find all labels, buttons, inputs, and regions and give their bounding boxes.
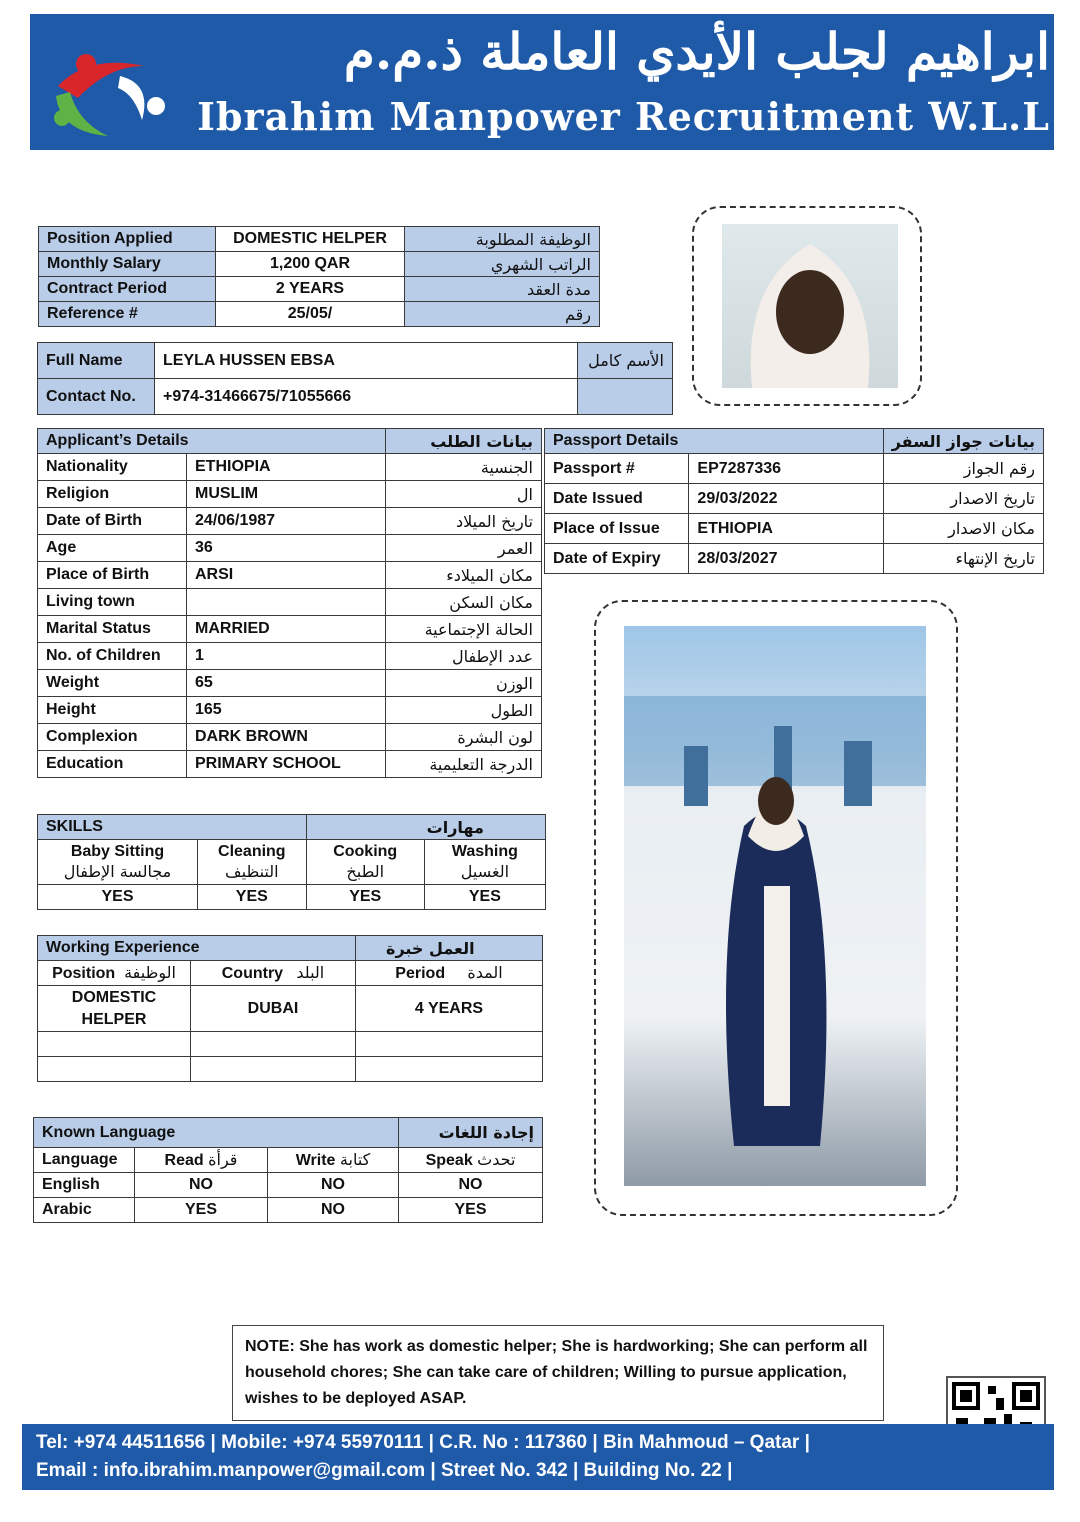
applicant-field-label-ar: الطول bbox=[386, 697, 542, 724]
applicant-field-label-ar: مكان السكن bbox=[386, 589, 542, 616]
language-title: Known Language bbox=[34, 1118, 399, 1148]
skill-value: YES bbox=[424, 885, 545, 910]
applicant-field-label-ar: الدرجة التعليمية bbox=[386, 751, 542, 778]
position-row bbox=[39, 252, 600, 277]
passport-field-label-ar: رقم الجواز bbox=[883, 454, 1043, 484]
applicant-full-photo bbox=[624, 626, 926, 1186]
position-label-ar: رقم bbox=[405, 302, 600, 327]
applicant-field-label: Height bbox=[38, 697, 187, 724]
language-name: Arabic bbox=[34, 1198, 135, 1223]
passport-details-title: Passport Details bbox=[545, 429, 884, 454]
lang-col-language: Language bbox=[34, 1148, 135, 1173]
full-name-value: LEYLA HUSSEN EBSA bbox=[155, 343, 578, 379]
applicant-field-label: Date of Birth bbox=[38, 508, 187, 535]
applicant-field-value: MARRIED bbox=[187, 616, 386, 643]
applicant-field-label: No. of Children bbox=[38, 643, 187, 670]
applicant-field-label: Education bbox=[38, 751, 187, 778]
language-row bbox=[34, 1198, 543, 1223]
passport-details-table bbox=[544, 428, 1044, 574]
contact-value: +974-31466675/71055666 bbox=[155, 379, 578, 415]
position-row bbox=[39, 277, 600, 302]
skill-name: Baby Sitting bbox=[70, 843, 165, 860]
language-read: YES bbox=[135, 1198, 268, 1223]
position-value: 2 YEARS bbox=[216, 277, 405, 302]
skill-header bbox=[197, 840, 306, 885]
language-write: NO bbox=[268, 1198, 399, 1223]
applicant-row bbox=[38, 643, 542, 670]
passport-field-label-ar: مكان الاصدار bbox=[883, 514, 1043, 544]
skill-header bbox=[38, 840, 198, 885]
position-label: Position Applied bbox=[39, 227, 216, 252]
applicant-row bbox=[38, 562, 542, 589]
applicant-field-value: 165 bbox=[187, 697, 386, 724]
contact-label: Contact No. bbox=[38, 379, 155, 415]
applicant-row bbox=[38, 724, 542, 751]
footer-line-1: Tel: +974 44511656 | Mobile: +974 55970111 | C.R. No : 117360 | Bin Mahmoud – Qatar | bbox=[36, 1432, 810, 1453]
passport-details-title-ar: بيانات جواز السفر bbox=[883, 429, 1043, 454]
applicant-field-label-ar: تاريخ الميلاد bbox=[386, 508, 542, 535]
position-label: Monthly Salary bbox=[39, 252, 216, 277]
position-table bbox=[38, 226, 600, 327]
applicant-field-value: 1 bbox=[187, 643, 386, 670]
applicant-field-value: 65 bbox=[187, 670, 386, 697]
applicant-field-label-ar: مكان الميلادء bbox=[386, 562, 542, 589]
passport-field-label-ar: تاريخ الإنتهاء bbox=[883, 544, 1043, 574]
lang-col-speak: Speak تحدث bbox=[399, 1148, 543, 1173]
identity-table bbox=[37, 342, 673, 415]
applicant-details-title: Applicant’s Details bbox=[38, 429, 386, 454]
passport-row bbox=[545, 544, 1044, 574]
experience-title: Working Experience bbox=[38, 936, 356, 961]
applicant-row bbox=[38, 535, 542, 562]
exp-country: DUBAI bbox=[191, 986, 356, 1032]
skill-value: YES bbox=[197, 885, 306, 910]
applicant-field-value: ETHIOPIA bbox=[187, 454, 386, 481]
company-logo bbox=[48, 36, 170, 144]
lang-col-write: Write كتابة bbox=[268, 1148, 399, 1173]
company-name-arabic: ابراهيم لجلب الأيدي العاملة ذ.م.م bbox=[343, 22, 1050, 81]
position-label: Contract Period bbox=[39, 277, 216, 302]
passport-row bbox=[545, 484, 1044, 514]
applicant-details-table bbox=[37, 428, 542, 778]
passport-field-value: ETHIOPIA bbox=[689, 514, 883, 544]
applicant-field-value: ARSI bbox=[187, 562, 386, 589]
full-name-label-ar: الأسم كامل bbox=[578, 343, 673, 379]
applicant-field-label: Age bbox=[38, 535, 187, 562]
applicant-row bbox=[38, 589, 542, 616]
skill-value: YES bbox=[306, 885, 424, 910]
experience-title-ar: العمل خبرة bbox=[356, 936, 543, 961]
applicant-row bbox=[38, 481, 542, 508]
skill-name: Washing bbox=[451, 843, 518, 860]
position-label-ar: الراتب الشهري bbox=[405, 252, 600, 277]
applicant-field-value: 24/06/1987 bbox=[187, 508, 386, 535]
applicant-details-title-ar: بيانات الطلب bbox=[386, 429, 542, 454]
applicant-field-label-ar: الوزن bbox=[386, 670, 542, 697]
passport-row bbox=[545, 514, 1044, 544]
svg-text:IMR: IMR bbox=[80, 89, 123, 113]
skill-name-ar: الطبخ bbox=[346, 862, 385, 881]
applicant-field-label-ar: العمر bbox=[386, 535, 542, 562]
passport-field-value: 29/03/2022 bbox=[689, 484, 883, 514]
position-value: 1,200 QAR bbox=[216, 252, 405, 277]
applicant-note: NOTE: She has work as domestic helper; She is hardworking; She can perform all household chores; She can take care of children; Willing to pursue application, wishes to be deployed ASAP. bbox=[232, 1325, 884, 1421]
exp-col-period: Period المدة bbox=[356, 961, 543, 986]
applicant-field-label: Religion bbox=[38, 481, 187, 508]
applicant-field-label-ar: عدد الإطفال bbox=[386, 643, 542, 670]
company-name-english: Ibrahim Manpower Recruitment W.L.L bbox=[197, 94, 1050, 139]
language-table bbox=[33, 1117, 543, 1223]
applicant-row bbox=[38, 508, 542, 535]
photo-frame bbox=[692, 206, 922, 406]
applicant-field-label: Nationality bbox=[38, 454, 187, 481]
exp-period: 4 YEARS bbox=[356, 986, 543, 1032]
applicant-field-label-ar: لون البشرة bbox=[386, 724, 542, 751]
language-row bbox=[34, 1173, 543, 1198]
language-speak: NO bbox=[399, 1173, 543, 1198]
applicant-portrait bbox=[722, 224, 898, 388]
applicant-field-label: Place of Birth bbox=[38, 562, 187, 589]
exp-position: DOMESTIC HELPER bbox=[38, 986, 191, 1032]
lang-col-read: Read قرأة bbox=[135, 1148, 268, 1173]
applicant-field-value: 36 bbox=[187, 535, 386, 562]
passport-field-value: EP7287336 bbox=[689, 454, 883, 484]
passport-field-label-ar: تاريخ الاصدار bbox=[883, 484, 1043, 514]
full-name-label: Full Name bbox=[38, 343, 155, 379]
position-row bbox=[39, 227, 600, 252]
applicant-field-label-ar: الحالة الإجتماعية bbox=[386, 616, 542, 643]
applicant-row bbox=[38, 454, 542, 481]
language-write: NO bbox=[268, 1173, 399, 1198]
position-label-ar: الوظيفة المطلوبة bbox=[405, 227, 600, 252]
skill-name-ar: التنظيف bbox=[225, 862, 279, 881]
passport-field-label: Place of Issue bbox=[545, 514, 689, 544]
experience-table bbox=[37, 935, 543, 1082]
skill-value: YES bbox=[38, 885, 198, 910]
applicant-field-value: DARK BROWN bbox=[187, 724, 386, 751]
position-label-ar: مدة العقد bbox=[405, 277, 600, 302]
skills-title: SKILLS bbox=[38, 815, 307, 840]
passport-field-label: Date Issued bbox=[545, 484, 689, 514]
full-photo-frame bbox=[594, 600, 958, 1216]
exp-col-position: Position الوظيفة bbox=[38, 961, 191, 986]
applicant-row bbox=[38, 697, 542, 724]
applicant-row bbox=[38, 616, 542, 643]
skill-name-ar: الغسيل bbox=[460, 862, 510, 881]
passport-row bbox=[545, 454, 1044, 484]
position-value: 25/05/ bbox=[216, 302, 405, 327]
applicant-field-label-ar: ال bbox=[386, 481, 542, 508]
applicant-row bbox=[38, 670, 542, 697]
skill-name: Cleaning bbox=[218, 843, 286, 860]
letterhead-banner bbox=[30, 14, 1054, 150]
applicant-field-label: Living town bbox=[38, 589, 187, 616]
skill-name: Cooking bbox=[333, 843, 398, 860]
applicant-field-value: MUSLIM bbox=[187, 481, 386, 508]
position-label: Reference # bbox=[39, 302, 216, 327]
skill-name-ar: مجالسة الإطفال bbox=[63, 862, 172, 881]
passport-field-label: Date of Expiry bbox=[545, 544, 689, 574]
applicant-field-label-ar: الجنسية bbox=[386, 454, 542, 481]
footer-line-2: Email : info.ibrahim.manpower@gmail.com | Street No. 342 | Building No. 22 | bbox=[36, 1460, 733, 1481]
position-value: DOMESTIC HELPER bbox=[216, 227, 405, 252]
applicant-row bbox=[38, 751, 542, 778]
skills-table bbox=[37, 814, 546, 910]
language-read: NO bbox=[135, 1173, 268, 1198]
language-title-ar: إجادة اللغات bbox=[399, 1118, 543, 1148]
applicant-field-value bbox=[187, 589, 386, 616]
applicant-field-label: Weight bbox=[38, 670, 187, 697]
position-row bbox=[39, 302, 600, 327]
passport-field-value: 28/03/2027 bbox=[689, 544, 883, 574]
applicant-field-label: Complexion bbox=[38, 724, 187, 751]
skill-header bbox=[306, 840, 424, 885]
applicant-field-value: PRIMARY SCHOOL bbox=[187, 751, 386, 778]
passport-field-label: Passport # bbox=[545, 454, 689, 484]
language-speak: YES bbox=[399, 1198, 543, 1223]
contact-footer bbox=[22, 1424, 1054, 1490]
skills-title-ar: مهارات bbox=[306, 815, 545, 840]
skill-header bbox=[424, 840, 545, 885]
applicant-field-label: Marital Status bbox=[38, 616, 187, 643]
exp-col-country: Country البلد bbox=[191, 961, 356, 986]
contact-label-ar bbox=[578, 379, 673, 415]
language-name: English bbox=[34, 1173, 135, 1198]
